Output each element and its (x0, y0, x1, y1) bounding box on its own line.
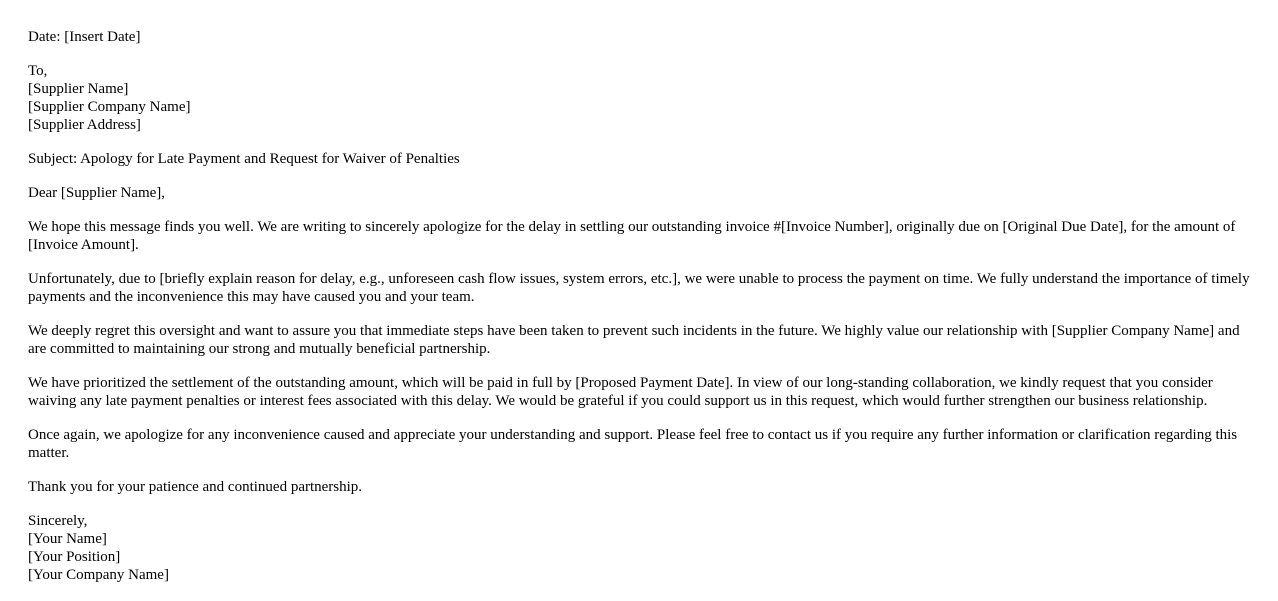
body-paragraph: Once again, we apologize for any inconvenience caused and appreciate your understanding and support. Please feel free to contact us if you require any further information or clarification regarding this matter. (28, 427, 1238, 461)
recipient-company: [Supplier Company Name] (28, 99, 191, 115)
closing-sign-off: Sincerely, (28, 513, 88, 529)
recipient-address: [Supplier Address] (28, 117, 141, 133)
closing-position: [Your Position] (28, 549, 121, 565)
closing-name: [Your Name] (28, 531, 107, 547)
body-paragraph: Thank you for your patience and continued partnership. (28, 479, 363, 495)
body-paragraph: We have prioritized the settlement of the outstanding amount, which will be paid in full by [Proposed Payment Date]. In view of our long-standing collaboration, we kindly request that you consider waiving any late payment penalties or interest fees associated with this delay. We would be grateful if you could support us in this request, which would further strengthen our business relationship. (28, 375, 1213, 409)
body-paragraph: We deeply regret this oversight and want to assure you that immediate steps have been taken to prevent such incidents in the future. We highly value our relationship with [Supplier Company Name] and are committed to maintaining our strong and mutually beneficial partnership. (28, 323, 1240, 357)
recipient-block (28, 62, 1254, 134)
body-paragraph: We hope this message finds you well. We are writing to sincerely apologize for the delay in settling our outstanding invoice #[Invoice Number], originally due on [Original Due Date], for the amount of [Invoice Amount]. (28, 219, 1236, 253)
closing-block (28, 512, 1254, 584)
subject-line: Subject: Apology for Late Payment and Request for Waiver of Penalties (28, 151, 460, 167)
recipient-to: To, (28, 63, 48, 79)
body-paragraph: Unfortunately, due to [briefly explain reason for delay, e.g., unforeseen cash flow issues, system errors, etc.], we were unable to process the payment on time. We fully understand the importance of timely payments and the inconvenience this may have caused you and your team. (28, 271, 1250, 305)
letter-document (28, 28, 1254, 600)
recipient-name: [Supplier Name] (28, 81, 129, 97)
closing-company: [Your Company Name] (28, 567, 169, 583)
date-line: Date: [Insert Date] (28, 29, 141, 45)
salutation: Dear [Supplier Name], (28, 185, 166, 201)
